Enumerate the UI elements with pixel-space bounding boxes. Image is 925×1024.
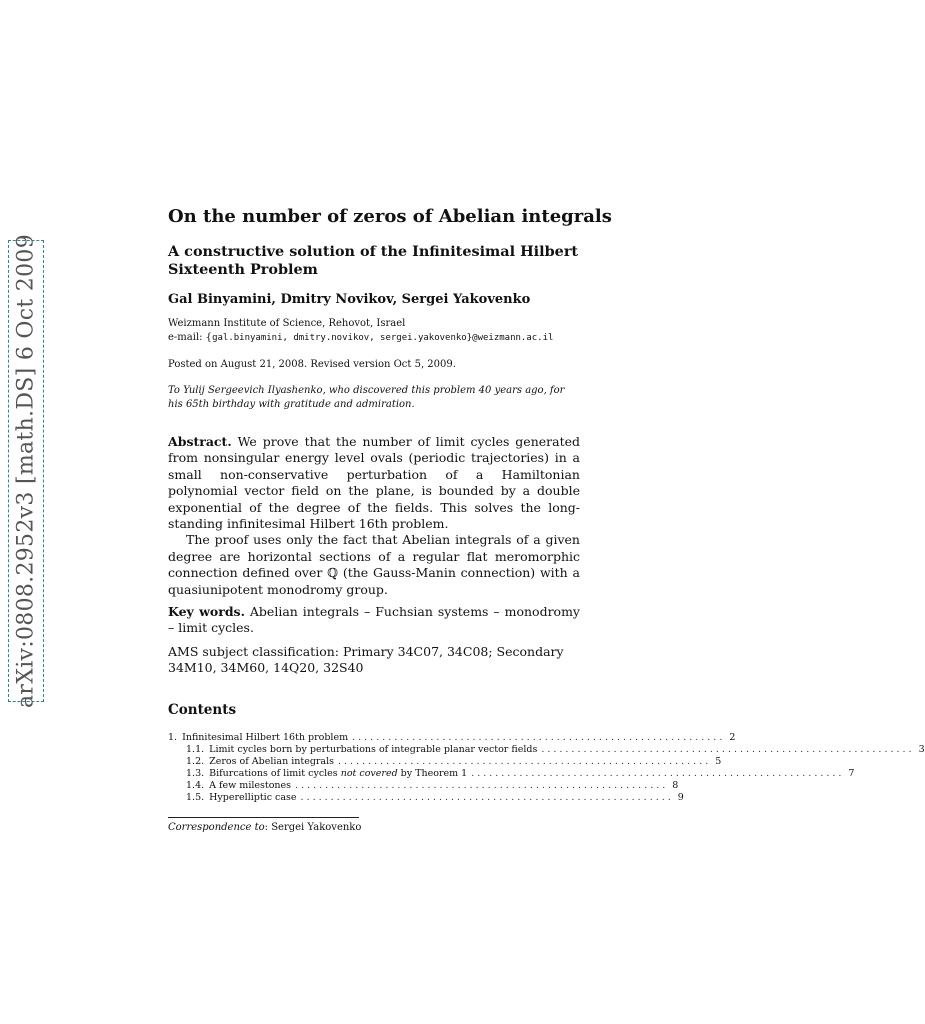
email-suffix: }@weizmann.ac.il <box>466 333 554 343</box>
keywords-label: Key words. <box>168 604 245 619</box>
affiliation: Weizmann Institute of Science, Rehovot, Israel <box>168 318 406 329</box>
toc-entry[interactable] <box>168 780 679 792</box>
footnote-rule <box>168 817 359 818</box>
toc-leader: .............................................................. <box>352 732 726 743</box>
toc-page: 9 <box>677 792 684 803</box>
abstract-label: Abstract. <box>168 434 232 449</box>
toc-number: 1.1. <box>186 744 205 755</box>
correspondence-label: Correspondence to <box>168 822 265 833</box>
posted-date: Posted on August 21, 2008. Revised version Oct 5, 2009. <box>168 359 456 370</box>
toc-title: A few milestones <box>209 780 292 791</box>
abstract-paragraph-2: The proof uses only the fact that Abelian integrals of a given degree are horizontal sections of a regular flat meromorphic connection defined over ℚ (the Gauss-Manin connection) with a quasiunipotent monodromy group. <box>168 532 580 597</box>
arxiv-stamp-text: arXiv:0808.2952v3 [math.DS] 6 Oct 2009 <box>13 234 39 708</box>
toc-leader: .............................................................. <box>541 744 915 755</box>
arxiv-stamp <box>8 234 44 708</box>
dedication: To Yulij Sergeevich Ilyashenko, who discovered this problem 40 years ago, for his 65th birthday with gratitude and admiration. <box>168 385 565 410</box>
keywords-text: Abelian integrals – Fuchsian systems – monodromy – limit cycles. <box>168 604 580 636</box>
toc-leader: .............................................................. <box>338 756 712 767</box>
affiliation-block <box>168 317 553 345</box>
paper-title: On the number of zeros of Abelian integrals <box>168 206 612 227</box>
ams-classification: AMS subject classification: Primary 34C07, 34C08; Secondary 34M10, 34M60, 14Q20, 32S40 <box>168 644 564 676</box>
toc-title: Infinitesimal Hilbert 16th problem <box>182 732 349 743</box>
toc-title-post: by Theorem 1 <box>397 768 468 779</box>
toc-page: 2 <box>729 732 736 743</box>
toc-number: 1.4. <box>186 780 205 791</box>
toc-title-emph: not covered <box>340 768 398 779</box>
toc-title: Hyperelliptic case <box>209 792 297 803</box>
toc-entry[interactable] <box>168 744 925 756</box>
correspondence-name: : Sergei Yakovenko <box>264 822 362 833</box>
toc-leader: .............................................................. <box>295 780 669 791</box>
toc-number: 1. <box>168 732 178 743</box>
toc-title-pre: Bifurcations of limit cycles <box>209 768 341 779</box>
toc-page: 3 <box>918 744 925 755</box>
toc-entry[interactable] <box>168 732 736 744</box>
toc-page: 8 <box>672 780 679 791</box>
toc-page: 7 <box>848 768 855 779</box>
authors: Gal Binyamini, Dmitry Novikov, Sergei Yakovenko <box>168 292 531 307</box>
toc-entry[interactable] <box>168 792 684 804</box>
toc-title: Limit cycles born by perturbations of integrable planar vector fields <box>209 744 538 755</box>
abstract-paragraph-1: We prove that the number of limit cycles generated from nonsingular energy level ovals (periodic trajectories) in a small non-conservative perturbation of a Hamiltonian polynomial vector field on the plane, is bounded by a double exponential of the degree of the fields. This solves the long-standing infinitesimal Hilbert 16th problem. <box>168 434 580 532</box>
correspondence <box>168 822 361 833</box>
toc-leader: .............................................................. <box>471 768 845 779</box>
email-addresses: gal.binyamini, dmitry.novikov, sergei.yakovenko <box>212 333 467 343</box>
toc-title <box>209 768 467 780</box>
toc-number: 1.3. <box>186 768 205 779</box>
keywords <box>168 604 580 637</box>
toc-number: 1.2. <box>186 756 205 767</box>
abstract <box>168 434 580 598</box>
toc-number: 1.5. <box>186 792 205 803</box>
toc-entry[interactable] <box>168 756 722 768</box>
email-line <box>168 331 553 345</box>
contents-heading: Contents <box>168 702 237 718</box>
paper-subtitle: A constructive solution of the Infinitesimal Hilbert Sixteenth Problem <box>168 243 579 278</box>
email-prefix: e-mail: { <box>168 332 213 343</box>
toc-leader: .............................................................. <box>300 792 674 803</box>
toc-title: Zeros of Abelian integrals <box>209 756 335 767</box>
toc-page: 5 <box>715 756 722 767</box>
table-of-contents <box>168 732 925 804</box>
toc-entry[interactable] <box>168 768 855 780</box>
